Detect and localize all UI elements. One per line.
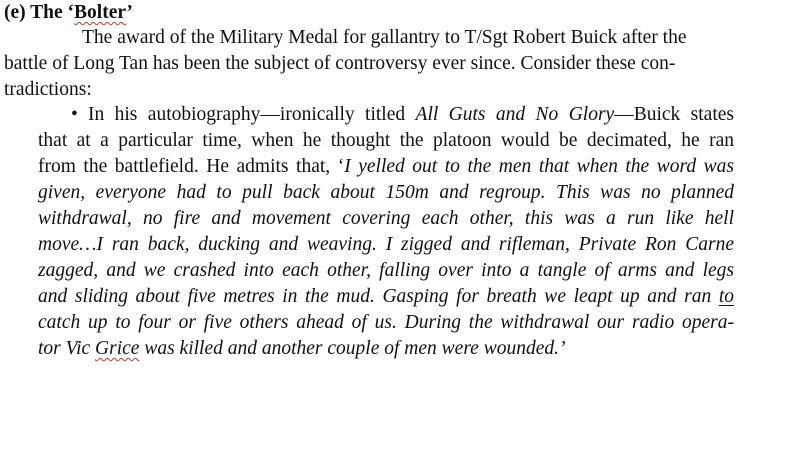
intro-paragraph — [4, 25, 740, 103]
quote-line: catch up to four or five others ahead of us. During the withdrawal our radio opera- — [38, 312, 734, 333]
quote-line: move…I ran back, ducking and weaving. I zigged and rifleman, Private Ron Carne — [38, 234, 734, 255]
heading-prefix: (e) The ‘ — [4, 2, 75, 23]
intro-line: battle of Long Tan has been the subject of controversy ever since. Consider these con- — [4, 53, 676, 74]
bullet-line — [38, 154, 734, 180]
heading-spellcheck-word[interactable]: Bolter — [74, 2, 127, 23]
bullet-item — [38, 102, 734, 362]
heading-suffix: ’ — [126, 2, 133, 23]
quote-text: tor Vic — [38, 338, 96, 359]
intro-line: The award of the Military Medal for gallantry to T/Sgt Robert Buick after the — [82, 27, 687, 48]
book-title: All Guts and No Glory — [415, 104, 615, 125]
quote-line — [38, 284, 734, 310]
bullet-line — [38, 102, 734, 128]
underlined-word: to — [718, 286, 735, 307]
quote-line: withdrawal, no fire and movement covering each other, this was a run like hell — [38, 208, 734, 229]
bullet-text: In his autobiography—ironically titled — [88, 104, 416, 125]
intro-line: tradictions: — [4, 79, 92, 100]
quote-text: I yelled out to the men that when the word was — [344, 156, 734, 177]
quote-line — [38, 336, 734, 362]
spellcheck-word[interactable]: Grice — [95, 338, 140, 359]
bullet-text: from the battlefield. He admits that, ‘ — [38, 156, 345, 177]
bullet-line: that at a particular time, when he thought the platoon would be decimated, he ran — [38, 130, 734, 151]
quote-text: was killed and another couple of men were wounded.’ — [139, 338, 566, 359]
quote-line: zagged, and we crashed into each other, falling over into a tangle of arms and legs — [38, 260, 734, 281]
section-heading — [4, 2, 133, 24]
bullet-text: —Buick states — [614, 104, 734, 125]
quote-line: given, everyone had to pull back about 150m and regroup. This was no planned — [38, 182, 734, 203]
bullet-point-icon: • — [71, 104, 78, 125]
quote-text: and sliding about five metres in the mud. Gasping for breath we leapt up and ran — [38, 286, 712, 307]
